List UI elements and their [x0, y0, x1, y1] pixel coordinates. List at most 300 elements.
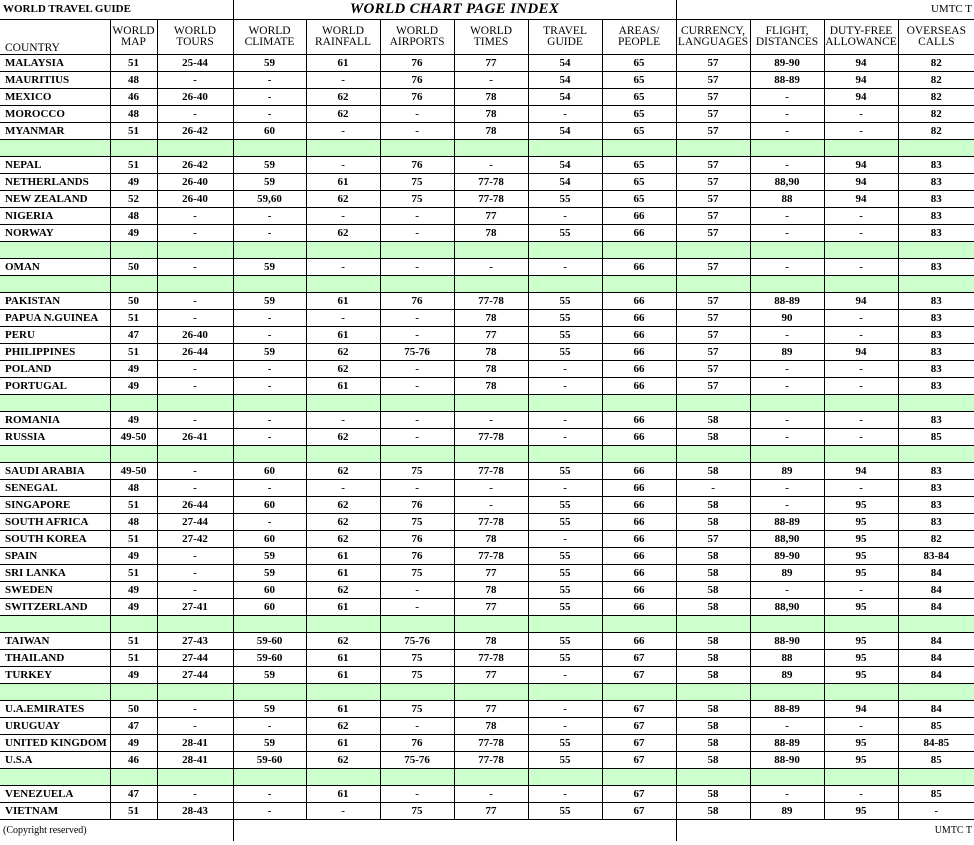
- travel-guide-cell: -: [528, 531, 602, 548]
- duty-free-allowance-cell: 94: [824, 344, 898, 361]
- separator-cell: [0, 684, 110, 701]
- column-header-people-line1: AREAS/: [602, 20, 676, 38]
- currency-languages-cell: 57: [676, 327, 750, 344]
- world-map-cell: 51: [110, 650, 157, 667]
- column-header-map-line2: MAP: [110, 37, 157, 55]
- separator-cell: [157, 684, 233, 701]
- separator-cell: [380, 616, 454, 633]
- world-map-cell: 49: [110, 599, 157, 616]
- world-tours-cell: -: [157, 293, 233, 310]
- flight-distances-cell: 88-89: [750, 701, 824, 718]
- world-tours-cell: -: [157, 72, 233, 89]
- separator-cell: [602, 395, 676, 412]
- world-climate-cell: 59-60: [233, 650, 306, 667]
- currency-languages-cell: 57: [676, 225, 750, 242]
- travel-guide-cell: 54: [528, 55, 602, 72]
- separator-cell: [306, 276, 380, 293]
- areas-people-cell: 67: [602, 701, 676, 718]
- duty-free-allowance-cell: -: [824, 480, 898, 497]
- duty-free-allowance-cell: 94: [824, 701, 898, 718]
- world-rainfall-cell: 61: [306, 565, 380, 582]
- column-header-climate-line2: CLIMATE: [233, 37, 306, 55]
- separator-cell: [110, 395, 157, 412]
- separator-cell: [306, 684, 380, 701]
- table-row: [0, 344, 974, 361]
- world-tours-cell: -: [157, 225, 233, 242]
- table-row: [0, 412, 974, 429]
- travel-guide-cell: 55: [528, 497, 602, 514]
- overseas-calls-cell: 84: [898, 582, 974, 599]
- areas-people-cell: 65: [602, 89, 676, 106]
- areas-people-cell: 66: [602, 582, 676, 599]
- country-cell: PAPUA N.GUINEA: [0, 310, 110, 327]
- world-tours-cell: -: [157, 378, 233, 395]
- world-tours-cell: -: [157, 565, 233, 582]
- currency-languages-cell: 58: [676, 582, 750, 599]
- world-tours-cell: -: [157, 701, 233, 718]
- duty-free-allowance-cell: -: [824, 361, 898, 378]
- world-airports-cell: 75: [380, 667, 454, 684]
- country-cell: U.A.EMIRATES: [0, 701, 110, 718]
- travel-guide-cell: 55: [528, 548, 602, 565]
- world-tours-cell: -: [157, 259, 233, 276]
- currency-languages-cell: 58: [676, 412, 750, 429]
- separator-cell: [824, 616, 898, 633]
- world-airports-cell: 75: [380, 174, 454, 191]
- separator-cell: [0, 140, 110, 157]
- world-times-cell: 78: [454, 633, 528, 650]
- table-row: [0, 191, 974, 208]
- world-rainfall-cell: 61: [306, 735, 380, 752]
- world-airports-cell: 76: [380, 531, 454, 548]
- world-climate-cell: 59: [233, 259, 306, 276]
- overseas-calls-cell: 83: [898, 259, 974, 276]
- column-header-country-line2: COUNTRY: [0, 37, 110, 55]
- flight-distances-cell: 89: [750, 565, 824, 582]
- world-airports-cell: -: [380, 429, 454, 446]
- world-times-cell: 77: [454, 327, 528, 344]
- column-header-allowance-line1: DUTY-FREE: [824, 20, 898, 38]
- world-climate-cell: 59: [233, 293, 306, 310]
- column-header-calls-line2: CALLS: [898, 37, 974, 55]
- table-row: [0, 752, 974, 769]
- areas-people-cell: 65: [602, 123, 676, 140]
- column-header-tours-line2: TOURS: [157, 37, 233, 55]
- world-tours-cell: 27-44: [157, 650, 233, 667]
- travel-guide-cell: 54: [528, 123, 602, 140]
- duty-free-allowance-cell: 95: [824, 514, 898, 531]
- world-climate-cell: 59: [233, 344, 306, 361]
- separator-cell: [157, 140, 233, 157]
- travel-guide-cell: 55: [528, 191, 602, 208]
- world-times-cell: 77: [454, 803, 528, 820]
- areas-people-cell: 66: [602, 480, 676, 497]
- overseas-calls-cell: 83: [898, 191, 974, 208]
- separator-cell: [380, 446, 454, 463]
- areas-people-cell: 66: [602, 633, 676, 650]
- travel-guide-cell: 55: [528, 752, 602, 769]
- world-climate-cell: -: [233, 327, 306, 344]
- world-times-cell: 78: [454, 361, 528, 378]
- country-cell: SPAIN: [0, 548, 110, 565]
- world-climate-cell: 59: [233, 55, 306, 72]
- currency-languages-cell: 57: [676, 361, 750, 378]
- duty-free-allowance-cell: 94: [824, 191, 898, 208]
- group-separator: [0, 616, 974, 633]
- country-cell: SINGAPORE: [0, 497, 110, 514]
- flight-distances-cell: -: [750, 225, 824, 242]
- world-rainfall-cell: 62: [306, 361, 380, 378]
- world-map-cell: 46: [110, 89, 157, 106]
- overseas-calls-cell: 84: [898, 565, 974, 582]
- table-row: [0, 361, 974, 378]
- world-airports-cell: 75-76: [380, 752, 454, 769]
- world-tours-cell: -: [157, 480, 233, 497]
- separator-cell: [0, 769, 110, 786]
- world-airports-cell: -: [380, 225, 454, 242]
- world-times-cell: -: [454, 497, 528, 514]
- separator-cell: [898, 446, 974, 463]
- country-cell: SAUDI ARABIA: [0, 463, 110, 480]
- country-cell: MOROCCO: [0, 106, 110, 123]
- flight-distances-cell: 88-89: [750, 735, 824, 752]
- world-tours-cell: 26-40: [157, 327, 233, 344]
- overseas-calls-cell: 84: [898, 599, 974, 616]
- duty-free-allowance-cell: -: [824, 412, 898, 429]
- world-times-cell: 78: [454, 582, 528, 599]
- overseas-calls-cell: 83: [898, 225, 974, 242]
- currency-languages-cell: 57: [676, 123, 750, 140]
- world-tours-cell: 26-44: [157, 497, 233, 514]
- separator-cell: [602, 446, 676, 463]
- column-header-map-line1: WORLD: [110, 20, 157, 38]
- separator-cell: [306, 242, 380, 259]
- separator-cell: [824, 276, 898, 293]
- travel-guide-cell: 55: [528, 225, 602, 242]
- separator-cell: [306, 616, 380, 633]
- world-times-cell: 77-78: [454, 174, 528, 191]
- separator-cell: [602, 769, 676, 786]
- overseas-calls-cell: 83: [898, 157, 974, 174]
- world-map-cell: 48: [110, 106, 157, 123]
- world-times-cell: 77-78: [454, 191, 528, 208]
- world-map-cell: 48: [110, 208, 157, 225]
- world-rainfall-cell: 62: [306, 718, 380, 735]
- separator-cell: [233, 140, 306, 157]
- world-times-cell: -: [454, 72, 528, 89]
- world-map-cell: 49-50: [110, 463, 157, 480]
- separator-cell: [750, 242, 824, 259]
- country-cell: ROMANIA: [0, 412, 110, 429]
- world-rainfall-cell: 62: [306, 497, 380, 514]
- world-tours-cell: 26-41: [157, 429, 233, 446]
- overseas-calls-cell: 82: [898, 106, 974, 123]
- separator-cell: [380, 395, 454, 412]
- overseas-calls-cell: 83: [898, 378, 974, 395]
- currency-languages-cell: 58: [676, 633, 750, 650]
- table-row: [0, 429, 974, 446]
- country-cell: POLAND: [0, 361, 110, 378]
- separator-cell: [602, 684, 676, 701]
- world-times-cell: 78: [454, 106, 528, 123]
- areas-people-cell: 66: [602, 565, 676, 582]
- flight-distances-cell: -: [750, 429, 824, 446]
- country-cell: OMAN: [0, 259, 110, 276]
- world-rainfall-cell: 61: [306, 786, 380, 803]
- flight-distances-cell: -: [750, 497, 824, 514]
- country-cell: NORWAY: [0, 225, 110, 242]
- separator-cell: [898, 140, 974, 157]
- world-times-cell: 78: [454, 123, 528, 140]
- travel-guide-cell: 55: [528, 633, 602, 650]
- separator-cell: [110, 140, 157, 157]
- world-climate-cell: -: [233, 514, 306, 531]
- table-row: [0, 157, 974, 174]
- overseas-calls-cell: 82: [898, 72, 974, 89]
- currency-languages-cell: 58: [676, 786, 750, 803]
- duty-free-allowance-cell: -: [824, 123, 898, 140]
- world-tours-cell: 28-41: [157, 752, 233, 769]
- areas-people-cell: 66: [602, 531, 676, 548]
- separator-cell: [233, 276, 306, 293]
- world-rainfall-cell: 62: [306, 582, 380, 599]
- overseas-calls-cell: 84-85: [898, 735, 974, 752]
- travel-guide-cell: 55: [528, 514, 602, 531]
- country-cell: VENEZUELA: [0, 786, 110, 803]
- areas-people-cell: 66: [602, 361, 676, 378]
- separator-cell: [898, 769, 974, 786]
- world-rainfall-cell: 61: [306, 174, 380, 191]
- duty-free-allowance-cell: 95: [824, 752, 898, 769]
- separator-cell: [824, 395, 898, 412]
- separator-cell: [750, 769, 824, 786]
- world-times-cell: 78: [454, 344, 528, 361]
- travel-guide-cell: 55: [528, 565, 602, 582]
- world-climate-cell: 59,60: [233, 191, 306, 208]
- overseas-calls-cell: 84: [898, 667, 974, 684]
- separator-cell: [898, 276, 974, 293]
- world-times-cell: 77-78: [454, 514, 528, 531]
- world-rainfall-cell: 62: [306, 191, 380, 208]
- travel-guide-cell: 55: [528, 310, 602, 327]
- separator-cell: [824, 769, 898, 786]
- world-times-cell: 77: [454, 599, 528, 616]
- separator-cell: [454, 446, 528, 463]
- column-header-guide-line1: TRAVEL: [528, 20, 602, 38]
- world-rainfall-cell: -: [306, 412, 380, 429]
- world-map-cell: 50: [110, 293, 157, 310]
- separator-cell: [0, 276, 110, 293]
- separator-cell: [676, 242, 750, 259]
- travel-guide-cell: 55: [528, 344, 602, 361]
- world-map-cell: 51: [110, 531, 157, 548]
- world-climate-cell: 59: [233, 735, 306, 752]
- areas-people-cell: 67: [602, 718, 676, 735]
- world-map-cell: 51: [110, 55, 157, 72]
- table-row: [0, 106, 974, 123]
- overseas-calls-cell: 83-84: [898, 548, 974, 565]
- travel-guide-cell: 55: [528, 463, 602, 480]
- world-map-cell: 49: [110, 548, 157, 565]
- world-times-cell: 77: [454, 565, 528, 582]
- separator-cell: [380, 276, 454, 293]
- world-climate-cell: -: [233, 361, 306, 378]
- duty-free-allowance-cell: 95: [824, 565, 898, 582]
- areas-people-cell: 66: [602, 514, 676, 531]
- world-tours-cell: -: [157, 412, 233, 429]
- world-times-cell: 77: [454, 208, 528, 225]
- flight-distances-cell: 89: [750, 463, 824, 480]
- separator-cell: [454, 395, 528, 412]
- world-tours-cell: 28-43: [157, 803, 233, 820]
- country-cell: MALAYSIA: [0, 55, 110, 72]
- world-map-cell: 49: [110, 735, 157, 752]
- areas-people-cell: 66: [602, 497, 676, 514]
- world-map-cell: 50: [110, 259, 157, 276]
- flight-distances-cell: -: [750, 361, 824, 378]
- duty-free-allowance-cell: 95: [824, 531, 898, 548]
- world-climate-cell: -: [233, 225, 306, 242]
- currency-languages-cell: 57: [676, 89, 750, 106]
- travel-guide-cell: 54: [528, 174, 602, 191]
- separator-cell: [528, 769, 602, 786]
- world-rainfall-cell: 61: [306, 55, 380, 72]
- duty-free-allowance-cell: 95: [824, 633, 898, 650]
- overseas-calls-cell: 83: [898, 480, 974, 497]
- separator-cell: [676, 684, 750, 701]
- column-header-guide-line2: GUIDE: [528, 37, 602, 55]
- separator-cell: [306, 395, 380, 412]
- separator-cell: [602, 616, 676, 633]
- separator-cell: [898, 616, 974, 633]
- travel-guide-cell: 55: [528, 735, 602, 752]
- duty-free-allowance-cell: -: [824, 378, 898, 395]
- separator-cell: [110, 242, 157, 259]
- world-tours-cell: 25-44: [157, 55, 233, 72]
- table-row: [0, 480, 974, 497]
- world-rainfall-cell: 62: [306, 429, 380, 446]
- country-cell: PHILIPPINES: [0, 344, 110, 361]
- currency-languages-cell: 57: [676, 174, 750, 191]
- world-rainfall-cell: -: [306, 310, 380, 327]
- world-tours-cell: -: [157, 361, 233, 378]
- world-climate-cell: 59-60: [233, 633, 306, 650]
- overseas-calls-cell: 84: [898, 633, 974, 650]
- areas-people-cell: 66: [602, 412, 676, 429]
- separator-cell: [750, 446, 824, 463]
- separator-cell: [233, 446, 306, 463]
- overseas-calls-cell: 85: [898, 429, 974, 446]
- world-rainfall-cell: -: [306, 157, 380, 174]
- table-row: [0, 310, 974, 327]
- country-cell: MAURITIUS: [0, 72, 110, 89]
- flight-distances-cell: -: [750, 106, 824, 123]
- world-times-cell: 78: [454, 531, 528, 548]
- currency-languages-cell: 58: [676, 599, 750, 616]
- currency-languages-cell: 58: [676, 752, 750, 769]
- overseas-calls-cell: 83: [898, 412, 974, 429]
- world-rainfall-cell: 62: [306, 514, 380, 531]
- world-climate-cell: 59: [233, 565, 306, 582]
- world-rainfall-cell: -: [306, 803, 380, 820]
- country-cell: TAIWAN: [0, 633, 110, 650]
- world-map-cell: 49: [110, 174, 157, 191]
- separator-cell: [157, 446, 233, 463]
- world-times-cell: -: [454, 157, 528, 174]
- world-airports-cell: -: [380, 310, 454, 327]
- flight-distances-cell: -: [750, 89, 824, 106]
- country-cell: MEXICO: [0, 89, 110, 106]
- country-cell: NEPAL: [0, 157, 110, 174]
- duty-free-allowance-cell: 95: [824, 497, 898, 514]
- world-map-cell: 47: [110, 786, 157, 803]
- world-climate-cell: -: [233, 89, 306, 106]
- overseas-calls-cell: 83: [898, 361, 974, 378]
- currency-languages-cell: 58: [676, 718, 750, 735]
- areas-people-cell: 67: [602, 650, 676, 667]
- world-map-cell: 51: [110, 157, 157, 174]
- world-rainfall-cell: 62: [306, 89, 380, 106]
- country-cell: SOUTH KOREA: [0, 531, 110, 548]
- table-row: [0, 497, 974, 514]
- world-rainfall-cell: 61: [306, 548, 380, 565]
- flight-distances-cell: 88: [750, 650, 824, 667]
- duty-free-allowance-cell: 94: [824, 293, 898, 310]
- footer-spacer: [233, 820, 676, 842]
- world-airports-cell: -: [380, 378, 454, 395]
- group-separator: [0, 769, 974, 786]
- flight-distances-cell: 89: [750, 667, 824, 684]
- world-map-cell: 48: [110, 514, 157, 531]
- country-cell: NEW ZEALAND: [0, 191, 110, 208]
- world-climate-cell: -: [233, 208, 306, 225]
- areas-people-cell: 66: [602, 327, 676, 344]
- separator-cell: [380, 684, 454, 701]
- world-airports-cell: 75: [380, 514, 454, 531]
- flight-distances-cell: 89: [750, 803, 824, 820]
- areas-people-cell: 67: [602, 803, 676, 820]
- country-cell: VIETNAM: [0, 803, 110, 820]
- world-climate-cell: 59-60: [233, 752, 306, 769]
- flight-distances-cell: 89: [750, 344, 824, 361]
- separator-cell: [157, 395, 233, 412]
- world-tours-cell: 26-40: [157, 174, 233, 191]
- separator-cell: [750, 276, 824, 293]
- world-times-cell: 78: [454, 89, 528, 106]
- world-airports-cell: -: [380, 327, 454, 344]
- separator-cell: [676, 616, 750, 633]
- world-airports-cell: 75: [380, 191, 454, 208]
- column-header-climate-line1: WORLD: [233, 20, 306, 38]
- currency-languages-cell: -: [676, 480, 750, 497]
- world-times-cell: -: [454, 412, 528, 429]
- separator-cell: [0, 616, 110, 633]
- duty-free-allowance-cell: 95: [824, 548, 898, 565]
- group-separator: [0, 276, 974, 293]
- world-rainfall-cell: 62: [306, 106, 380, 123]
- overseas-calls-cell: 85: [898, 786, 974, 803]
- flight-distances-cell: -: [750, 208, 824, 225]
- column-header-times-line2: TIMES: [454, 37, 528, 55]
- column-header-airports-line2: AIRPORTS: [380, 37, 454, 55]
- world-rainfall-cell: 62: [306, 344, 380, 361]
- duty-free-allowance-cell: -: [824, 310, 898, 327]
- world-map-cell: 51: [110, 310, 157, 327]
- separator-cell: [676, 140, 750, 157]
- separator-cell: [602, 140, 676, 157]
- separator-cell: [454, 684, 528, 701]
- footer-row: [0, 820, 974, 842]
